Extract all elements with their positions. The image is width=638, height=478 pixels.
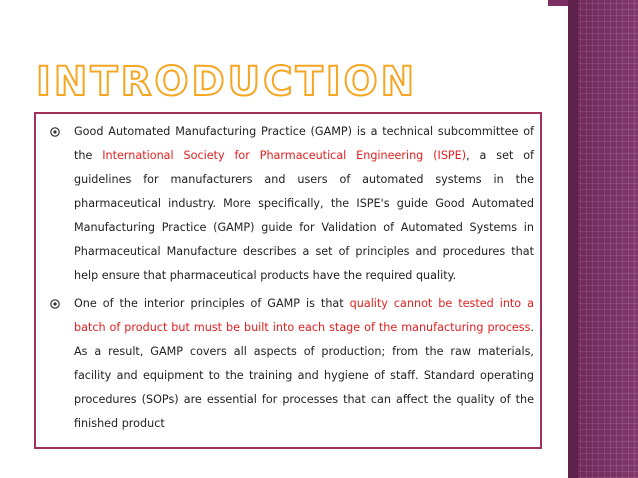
content-box	[34, 112, 542, 449]
bullet-item	[50, 120, 534, 288]
bullet-text: Good Automated Manufacturing Practice (GAMP) is a technical subcommittee of the	[74, 125, 534, 162]
top-accent-block	[548, 0, 568, 6]
bullet-item	[50, 292, 534, 436]
bullet-text: . As a result, GAMP covers all aspects of production; from the raw materials, facility and equipment to the training and hygiene of staff. Standard operating procedures (SOPs) are essential for processes that can affect the quality of the finished product	[74, 321, 534, 430]
highlighted-text: International Society for Pharmaceutical Engineering (ISPE)	[102, 149, 467, 162]
highlighted-text: quality cannot be tested into a batch of product but must be built into each stage of the manufacturing process	[74, 297, 534, 334]
bullet-target-icon	[50, 299, 60, 309]
bullet-list	[50, 120, 534, 440]
side-panel-shade	[578, 0, 638, 478]
bullet-text: One of the interior principles of GAMP is that	[74, 297, 350, 310]
slide-title: INTRODUCTION	[36, 59, 418, 105]
bullet-text: , a set of guidelines for manufacturers and users of automated systems in the pharmaceutical industry. More specifically, the ISPE's guide Good Automated Manufacturing Practice (GAMP) guide for Validation of Automated Systems in Pharmaceutical Manufacture describes a set of principles and procedures that help ensure that pharmaceutical products have the required quality.	[74, 149, 534, 282]
bullet-target-icon	[50, 127, 60, 137]
side-panel-strip	[568, 0, 578, 478]
decorative-side-panel	[568, 0, 638, 478]
